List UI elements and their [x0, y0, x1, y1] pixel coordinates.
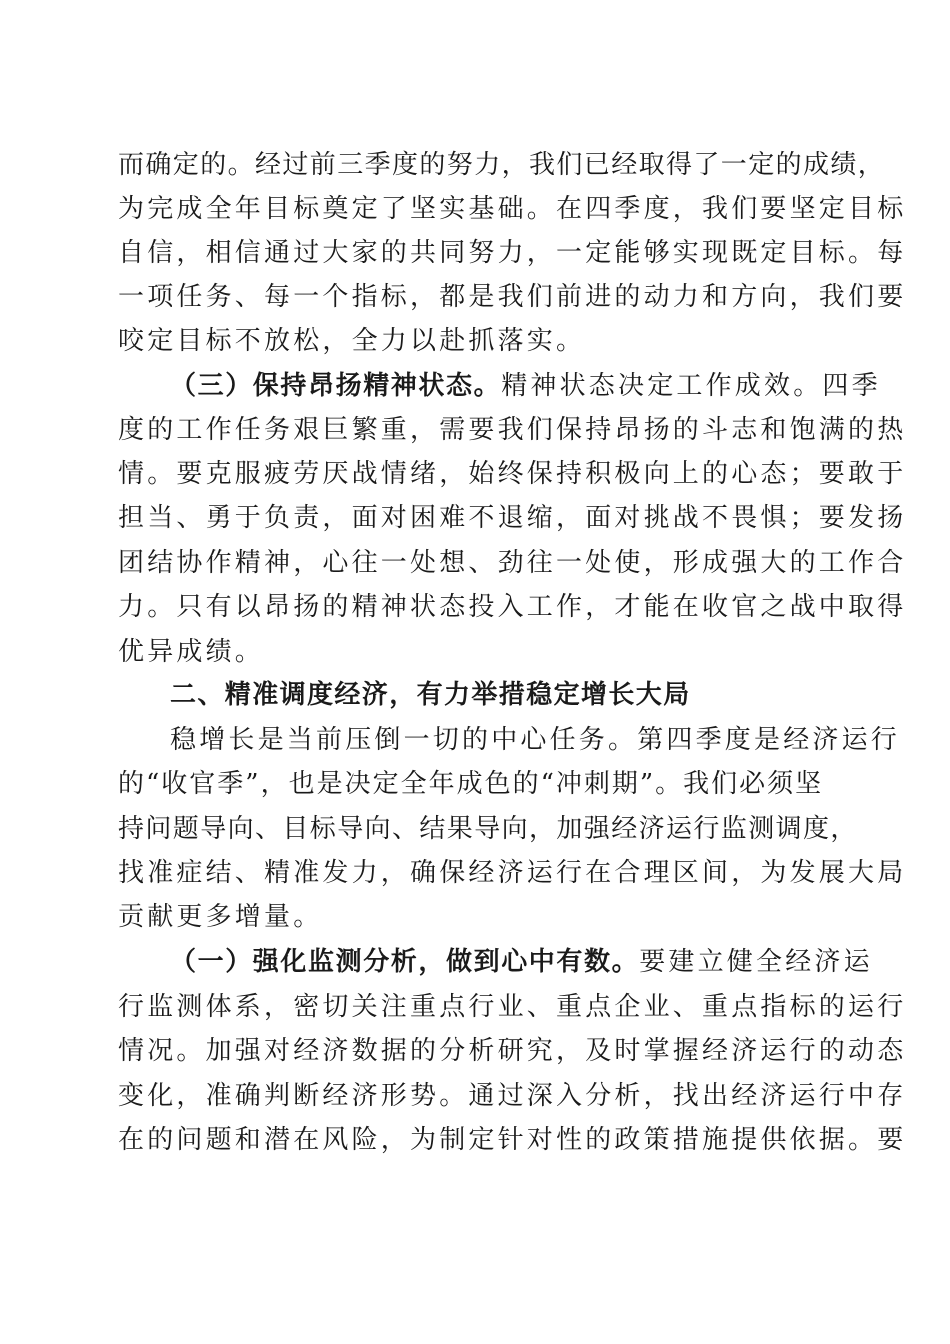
- paragraph-2-line: [0, 543, 950, 583]
- text-run: 优异成绩。: [118, 637, 265, 667]
- paragraph-4-line: [0, 987, 950, 1027]
- text-run: 团结协作精神，心往一处想、劲往一处使，形成强大的工作合: [118, 548, 907, 578]
- paragraph-2-line: [0, 587, 950, 627]
- paragraph-4-lead: （一）强化监测分析，做到心中有数。: [170, 947, 640, 977]
- paragraph-1-line: [0, 233, 950, 273]
- text-run: 力。只有以昂扬的精神状态投入工作，才能在收官之战中取得: [118, 592, 907, 622]
- text-run: 贡献更多增量。: [118, 902, 323, 932]
- text-run: 精神状态决定工作成效。四季: [501, 371, 881, 401]
- paragraph-4-line: [0, 1120, 950, 1160]
- text-run: 而确定的。经过前三季度的努力，我们已经取得了一定的成绩，: [118, 150, 886, 180]
- paragraph-4-line: [0, 1031, 950, 1071]
- text-run: 稳增长是当前压倒一切的中心任务。第四季度是经济运行: [170, 725, 901, 755]
- text-run: 情况。加强对经济数据的分析研究，及时掌握经济运行的动态: [118, 1036, 907, 1066]
- paragraph-2-line: [0, 498, 950, 538]
- paragraph-4-line: [0, 942, 950, 982]
- paragraph-2-line: [0, 366, 950, 406]
- paragraph-3-line: [0, 897, 950, 937]
- paragraph-4-line: [0, 1076, 950, 1116]
- paragraph-2-lead: （三）保持昂扬精神状态。: [170, 371, 502, 401]
- paragraph-1-line: [0, 189, 950, 229]
- paragraph-3-line: [0, 809, 950, 849]
- text-run: 担当、勇于负责，面对困难不退缩，面对挑战不畏惧；要发扬: [118, 503, 907, 533]
- text-run: 情。要克服疲劳厌战情绪，始终保持积极向上的心态；要敢于: [118, 459, 907, 489]
- paragraph-1-line: [0, 277, 950, 317]
- text-run: 自信，相信通过大家的共同努力，一定能够实现既定目标。每: [118, 238, 907, 268]
- text-run: 要建立健全经济运: [639, 947, 873, 977]
- section-heading: [0, 675, 950, 715]
- text-run: 度的工作任务艰巨繁重，需要我们保持昂扬的斗志和饱满的热: [118, 415, 907, 445]
- section-heading-text: 二、精准调度经济，有力举措稳定增长大局: [170, 680, 691, 710]
- text-run: 的“收官季”，也是决定全年成色的“冲刺期”。我们必须坚: [118, 769, 824, 799]
- text-run: 一项任务、每一个指标，都是我们前进的动力和方向，我们要: [118, 282, 907, 312]
- text-run: 找准症结、精准发力，确保经济运行在合理区间，为发展大局: [118, 858, 907, 888]
- text-run: 变化，准确判断经济形势。通过深入分析，找出经济运行中存: [118, 1081, 907, 1111]
- text-run: 为完成全年目标奠定了坚实基础。在四季度，我们要坚定目标: [118, 194, 907, 224]
- text-run: 持问题导向、目标导向、结果导向，加强经济运行监测调度，: [118, 814, 858, 844]
- paragraph-2-line: [0, 454, 950, 494]
- paragraph-3-line: [0, 853, 950, 893]
- paragraph-2-line: [0, 410, 950, 450]
- paragraph-1-line: [0, 145, 950, 185]
- text-run: 在的问题和潜在风险，为制定针对性的政策措施提供依据。要: [118, 1125, 907, 1155]
- paragraph-2-line: [0, 632, 950, 672]
- paragraph-1-line: [0, 321, 950, 361]
- text-run: 咬定目标不放松，全力以赴抓落实。: [118, 326, 586, 356]
- text-run: 行监测体系，密切关注重点行业、重点企业、重点指标的运行: [118, 992, 907, 1022]
- paragraph-3-line: [0, 720, 950, 760]
- paragraph-3-line: [0, 764, 950, 804]
